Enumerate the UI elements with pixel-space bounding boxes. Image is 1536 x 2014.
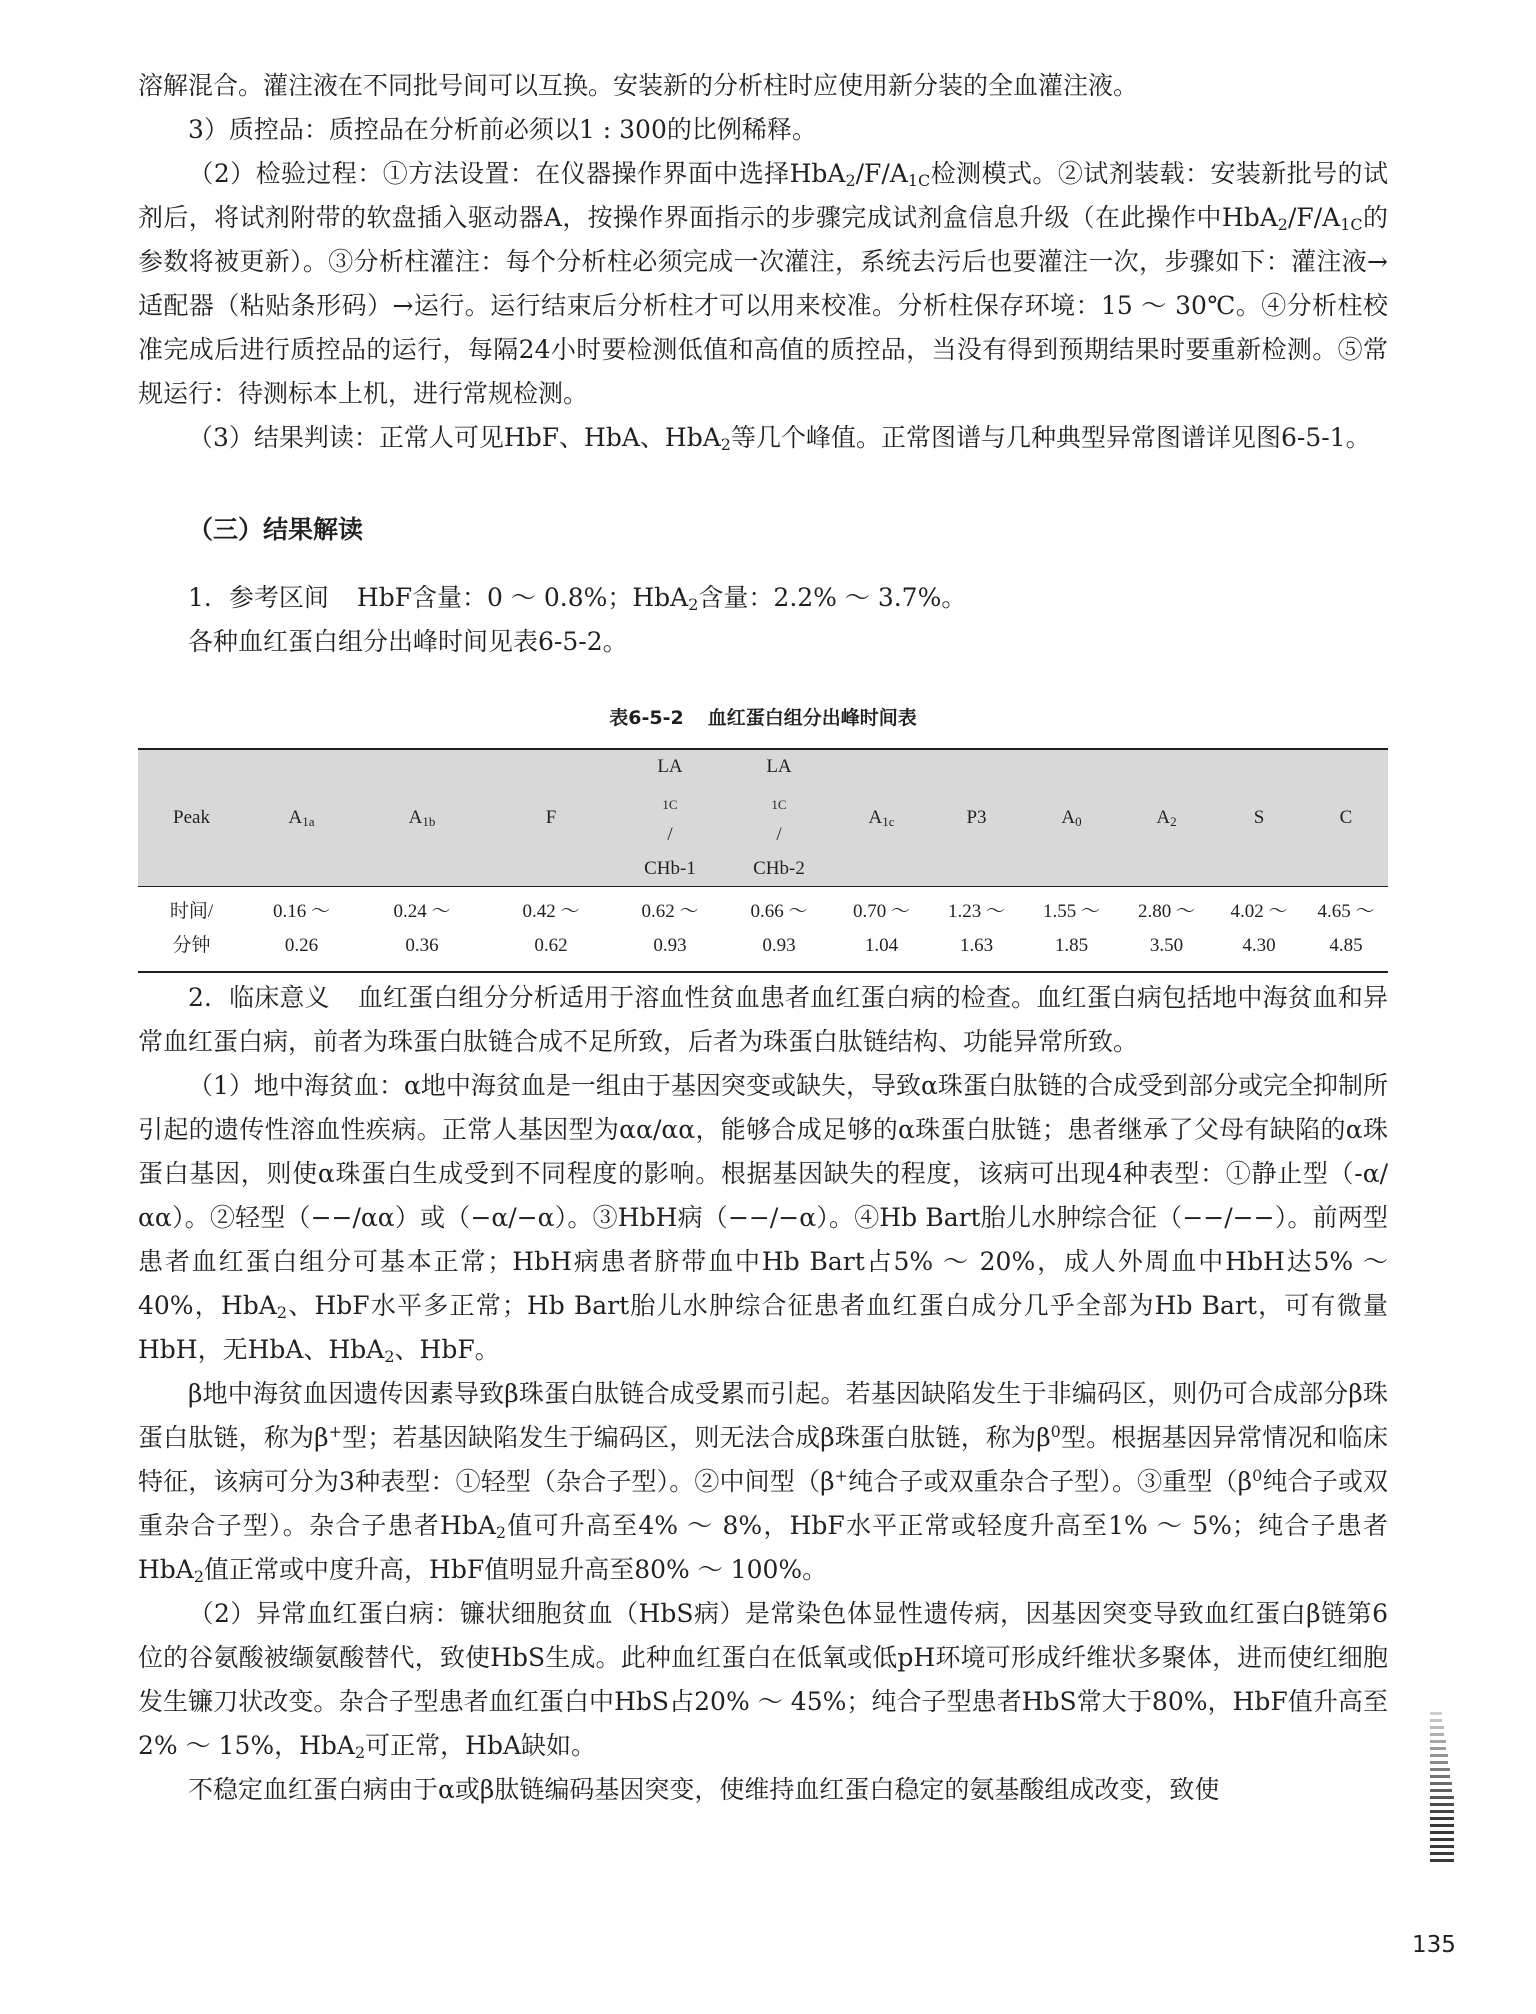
header-cell: F xyxy=(486,749,616,887)
header-cell: P3 xyxy=(929,749,1024,887)
table-reference-line: 各种血红蛋白组分出峰时间见表6-5-2。 xyxy=(188,627,628,656)
clinical-text-block xyxy=(138,976,1388,1812)
header-cell: C xyxy=(1304,749,1388,887)
paragraph-result-judgement: （3）结果判读：正常人可见HbF、HbA、HbA$_2$等几个峰值。正常图谱与几种典型异常图谱详见图6-5-1。 xyxy=(188,423,1371,454)
header-cell: $A_0$ xyxy=(1024,749,1119,887)
paragraph-clinical-significance: 2．临床意义 血红蛋白组分分析适用于溶血性贫血患者血红蛋白病的检查。血红蛋白病包括地中海贫血和异常血红蛋白病，前者为珠蛋白肽链合成不足所致，后者为珠蛋白肽链结构、功能异常所致。 xyxy=(138,983,1388,1056)
header-cell: S xyxy=(1214,749,1304,887)
header-cell: LA $_{1C}$ / CHb-2 xyxy=(724,749,834,887)
header-cell: $A_{1b}$ xyxy=(358,749,486,887)
table-cell: 2.80 ～ 3.50 xyxy=(1119,887,1214,973)
row-label: 时间/ 分钟 xyxy=(138,887,245,973)
reference-block xyxy=(138,576,1388,664)
table-cell: 4.02 ～ 4.30 xyxy=(1214,887,1304,973)
header-cell: LA $_{1C}$ / CHb-1 xyxy=(616,749,724,887)
header-cell: $A_{1c}$ xyxy=(834,749,929,887)
paragraph-procedure: （2）检验过程：①方法设置：在仪器操作界面中选择$HbA_2/F/A_{1C}$检测模式。②试剂装载：安装新批号的试剂后，将试剂附带的软盘插入驱动器A，按操作界面指示的步骤完成试剂盒信息升级（在此操作中$HbA_2/F/A_{1C}$的参数将被更新）。③分析柱灌注：每个分析柱必须完成一次灌注，系统去污后也要灌注一次，步骤如下：灌注液→适配器（粘贴条形码）→运行。运行结束后分析柱才可以用来校准。分析柱保存环境：15 ～ 30℃。④分析柱校准完成后进行质控品的运行，每隔24小时要检测低值和高值的质控品，当没有得到预期结果时要重新检测。⑤常规运行：待测标本上机，进行常规检测。 xyxy=(138,159,1388,408)
paragraph-beta-thalassemia: β地中海贫血因遗传因素导致β珠蛋白肽链合成受累而引起。若基因缺陷发生于非编码区，则仍可合成部分β珠蛋白肽链，称为β+型；若基因缺陷发生于编码区，则无法合成β珠蛋白肽链，称为$\beta^0$型。根据基因异常情况和临床特征，该病可分为3种表型：①轻型（杂合子型）。②中间型（β+纯合子或双重杂合子型）。③重型（$\beta^0$纯合子或双重杂合子型）。杂合子患者HbA$_2$值可升高至4% ～ 8%，HbF水平正常或轻度升高至1% ～ 5%；纯合子患者HbA$_2$值正常或中度升高，HbF值明显升高至80% ～ 100%。 xyxy=(138,1379,1388,1586)
paragraph-alpha-thalassemia: （1）地中海贫血：α地中海贫血是一组由于基因突变或缺失，导致α珠蛋白肽链的合成受到部分或完全抑制所引起的遗传性溶血性疾病。正常人基因型为αα/αα，能够合成足够的α珠蛋白肽链；患者继承了父母有缺陷的α珠蛋白基因，则使α珠蛋白生成受到不同程度的影响。根据基因缺失的程度，该病可出现4种表型：①静止型（-α/αα）。②轻型（−−/αα）或（−α/−α）。③HbH病（−−/−α）。④Hb Bart胎儿水肿综合征（−−/−−）。前两型患者血红蛋白组分可基本正常；HbH病患者脐带血中Hb Bart占5% ～ 20%，成人外周血中HbH达5% ～ 40%，HbA$_2$、HbF水平多正常；Hb Bart胎儿水肿综合征患者血红蛋白成分几乎全部为Hb Bart，可有微量HbH，无HbA、HbA$_2$、HbF。 xyxy=(138,1071,1388,1366)
paragraph-abnormal-hemoglobin: （2）异常血红蛋白病：镰状细胞贫血（HbS病）是常染色体显性遗传病，因基因突变导致血红蛋白β链第6位的谷氨酸被缬氨酸替代，致使HbS生成。此种血红蛋白在低氧或低pH环境可形成纤维状多聚体，进而使红细胞发生镰刀状改变。杂合子型患者血红蛋白中HbS占20% ～ 45%；纯合子型患者HbS常大于80%，HbF值升高至2% ～ 15%，HbA$_2$可正常，HbA缺如。 xyxy=(138,1599,1388,1762)
page-number: 135 xyxy=(1412,1932,1456,1958)
table-cell: 0.24 ～ 0.36 xyxy=(358,887,486,973)
table-cell: 4.65 ～ 4.85 xyxy=(1304,887,1388,973)
header-cell: $A_{1a}$ xyxy=(245,749,358,887)
table-cell: 1.55 ～ 1.85 xyxy=(1024,887,1119,973)
table-cell: 0.62 ～ 0.93 xyxy=(616,887,724,973)
paragraph-infusion-continued: 溶解混合。灌注液在不同批号间可以互换。安装新的分析柱时应使用新分装的全血灌注液。 xyxy=(138,71,1139,100)
table-row xyxy=(138,887,1388,973)
reference-interval: 1．参考区间 HbF含量：0 ～ 0.8%；HbA$_2$含量：2.2% ～ 3.7%。 xyxy=(188,583,967,614)
table-caption: 表6-5-2 血红蛋白组分出峰时间表 xyxy=(609,707,917,729)
table-cell: 0.66 ～ 0.93 xyxy=(724,887,834,973)
table-cell: 0.70 ～ 1.04 xyxy=(834,887,929,973)
table-cell: 0.16 ～ 0.26 xyxy=(245,887,358,973)
paragraph-unstable-hemoglobin: 不稳定血红蛋白病由于α或β肽链编码基因突变，使维持血红蛋白稳定的氨基酸组成改变，致使 xyxy=(188,1775,1220,1804)
table-cell: 1.23 ～ 1.63 xyxy=(929,887,1024,973)
peak-time-table xyxy=(138,748,1388,973)
header-peak: Peak xyxy=(138,749,245,887)
paragraph-qc: 3）质控品：质控品在分析前必须以1 : 300的比例稀释。 xyxy=(188,115,817,144)
table-header-row xyxy=(138,749,1388,887)
page-edge-marks xyxy=(1430,1712,1454,1866)
top-text-block xyxy=(138,64,1388,460)
section-heading: （三）结果解读 xyxy=(188,515,364,544)
table-cell: 0.42 ～ 0.62 xyxy=(486,887,616,973)
header-cell: $A_2$ xyxy=(1119,749,1214,887)
